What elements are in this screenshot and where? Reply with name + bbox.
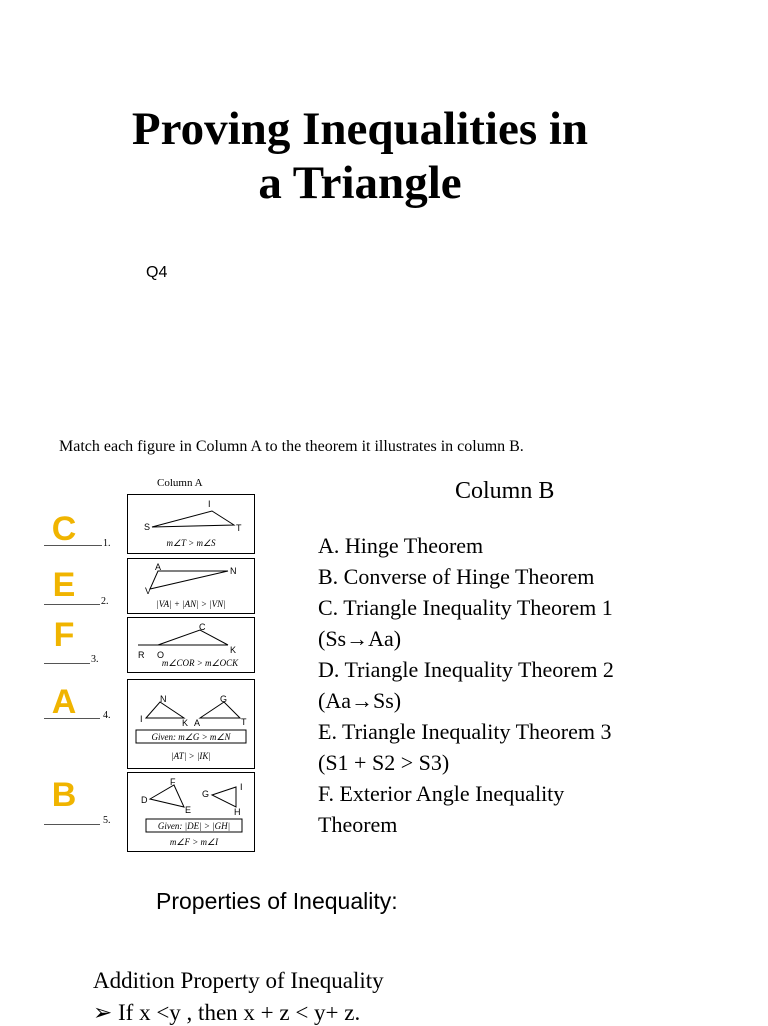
point-label: H	[234, 807, 241, 817]
answer-2: E	[52, 566, 76, 604]
item-number-5: 5.	[103, 815, 111, 826]
theorem-line: (S1 + S2 > S3)	[318, 750, 450, 775]
answer-3: F	[53, 616, 75, 654]
title-line-2: a Triangle	[258, 157, 462, 209]
theorem-line: E. Triangle Inequality Theorem 3	[318, 719, 612, 744]
item-number-4: 4.	[103, 710, 111, 721]
answer-blank-1	[44, 545, 102, 546]
figure-3	[127, 617, 255, 673]
figure-2	[127, 558, 255, 614]
theorem-line: (Ss→Aa)	[318, 626, 402, 651]
figure-caption: m∠F > m∠I	[169, 837, 219, 847]
triangle-van	[150, 571, 228, 589]
answer-1: C	[51, 510, 77, 548]
point-label: A	[155, 562, 162, 572]
figure-given: Given: m∠G > m∠N	[151, 732, 231, 742]
item-number-1: 1.	[103, 538, 111, 549]
triangle-sit	[152, 511, 234, 527]
figure-3-diagram	[128, 618, 254, 672]
theorem-line: B. Converse of Hinge Theorem	[318, 564, 595, 589]
theorem-line: Theorem	[318, 812, 398, 837]
column-b-title: Column B	[455, 478, 555, 504]
theorem-line: D. Triangle Inequality Theorem 2	[318, 657, 614, 682]
answer-blank-4	[44, 718, 100, 719]
figure-2-diagram	[128, 559, 254, 613]
triangle-dfe	[150, 785, 184, 807]
figure-caption: |VA| + |AN| > |VN|	[156, 599, 226, 609]
answer-blank-3	[44, 663, 90, 664]
point-label: D	[141, 795, 148, 805]
addition-property-title: Addition Property of Inequality	[93, 968, 384, 993]
triangle-gih	[212, 787, 236, 807]
point-label: T	[241, 717, 247, 727]
point-label: G	[202, 789, 210, 799]
point-label: I	[240, 782, 243, 792]
point-label: F	[170, 777, 176, 787]
point-label: O	[157, 650, 165, 660]
properties-title: Properties of Inequality:	[156, 888, 398, 914]
item-number-3: 3.	[91, 654, 99, 665]
figure-5	[127, 772, 255, 852]
item-number-2: 2.	[101, 596, 109, 607]
triangle-nik	[146, 702, 184, 718]
page-title	[40, 102, 680, 210]
theorem-line: A. Hinge Theorem	[318, 533, 484, 558]
point-label: K	[230, 645, 237, 655]
point-label: C	[199, 622, 206, 632]
point-label: N	[160, 694, 167, 704]
column-b-list	[318, 530, 738, 840]
point-label: S	[144, 522, 151, 532]
column-a-label: Column A	[157, 477, 203, 489]
figure-5-diagram	[128, 773, 254, 851]
theorem-line: C. Triangle Inequality Theorem 1	[318, 595, 613, 620]
triangle-agt	[200, 702, 240, 718]
point-label: G	[220, 694, 228, 704]
addition-property-rule: ➢ If x <y , then x + z < y+ z.	[93, 1000, 361, 1025]
title-line-1: Proving Inequalities in	[131, 103, 589, 155]
answer-blank-5	[44, 824, 100, 825]
answer-blank-2	[44, 604, 100, 605]
point-label: V	[145, 586, 152, 596]
figure-caption: m∠COR > m∠OCK	[161, 658, 239, 668]
theorem-line: (Aa→Ss)	[318, 688, 402, 713]
figure-given: Given: |DE| > |GH|	[157, 821, 231, 831]
point-label: R	[138, 650, 145, 660]
figure-1-diagram	[128, 495, 254, 553]
point-label: N	[230, 566, 237, 576]
point-label: I	[208, 499, 211, 509]
figure-4	[127, 679, 255, 769]
figure-caption: |AT| > |IK|	[171, 751, 211, 761]
answer-4: A	[51, 683, 77, 721]
theorem-line: F. Exterior Angle Inequality	[318, 781, 565, 806]
figure-caption: m∠T > m∠S	[166, 538, 216, 548]
figure-4-diagram	[128, 680, 254, 768]
point-label: I	[140, 714, 143, 724]
point-label: K	[182, 718, 189, 728]
figure-1	[127, 494, 255, 554]
question-label: Q4	[146, 264, 168, 281]
triangle-ock	[158, 630, 228, 645]
point-label: E	[185, 805, 192, 815]
point-label: T	[236, 523, 242, 533]
answer-5: B	[51, 776, 77, 814]
point-label: A	[194, 718, 201, 728]
instruction-text: Match each figure in Column A to the theorem it illustrates in column B.	[59, 438, 524, 455]
